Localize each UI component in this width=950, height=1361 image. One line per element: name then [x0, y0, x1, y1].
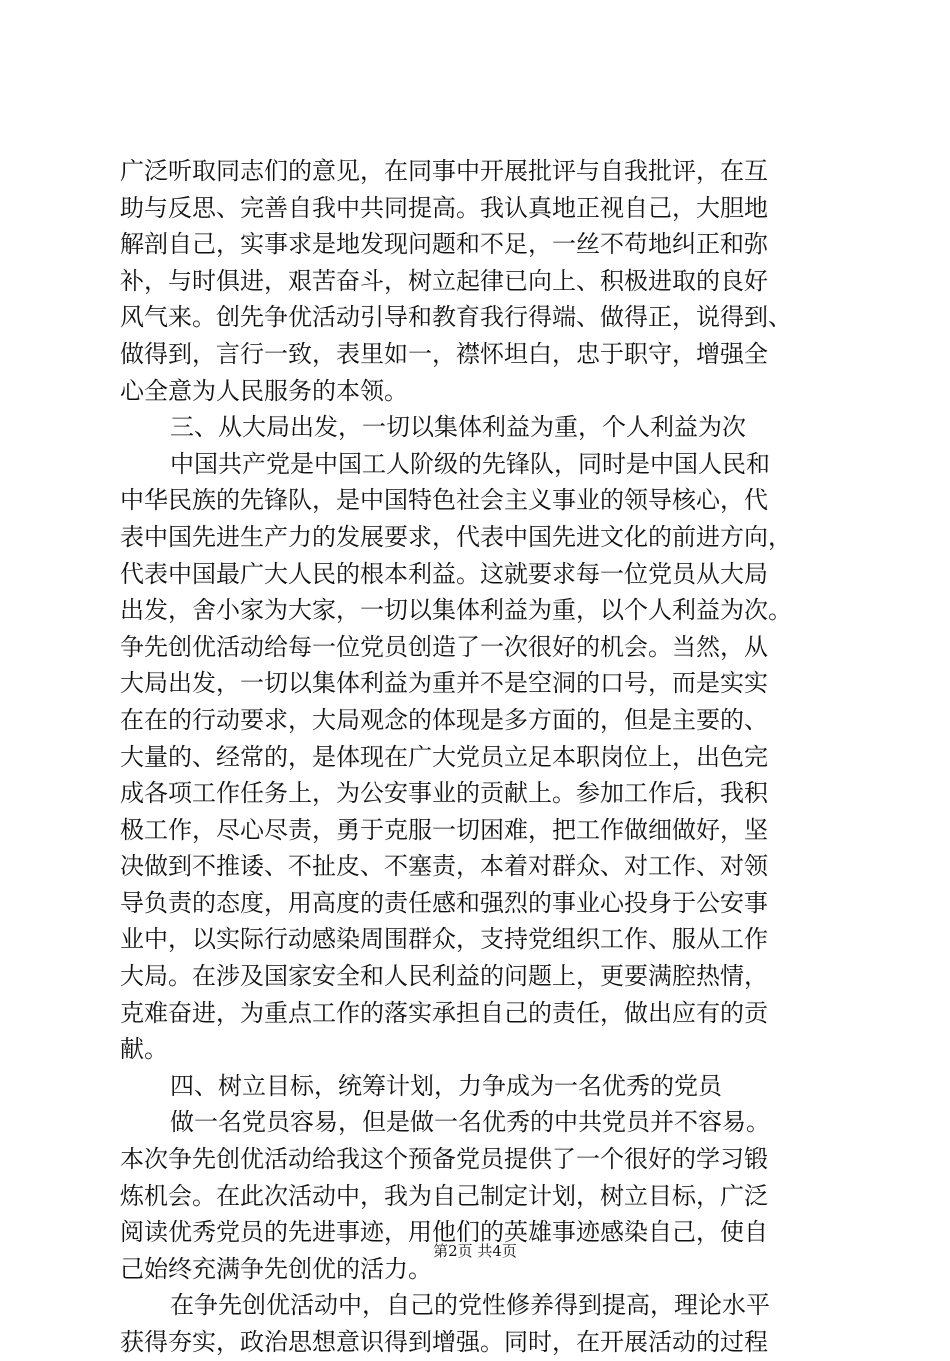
text-line: 大量的、经常的，是体现在广大党员立足本职岗位上，出色完	[120, 742, 768, 771]
text-line: 做一名党员容易，但是做一名优秀的中共党员并不容易。	[170, 1108, 770, 1137]
text-line: 献。	[120, 1035, 168, 1064]
text-line: 心全意为人民服务的本领。	[120, 376, 408, 405]
text-line: 广泛听取同志们的意见，在同事中开展批评与自我批评，在互	[120, 157, 768, 185]
text-line: 中华民族的先锋队，是中国特色社会主义事业的领导核心，代	[120, 486, 768, 515]
text-line: 成各项工作任务上，为公安事业的贡献上。参加工作后，我积	[120, 779, 768, 808]
text-line: 获得夯实，政治思想意识得到增强。同时，在开展活动的过程	[120, 1328, 768, 1356]
document-body	[120, 153, 835, 1361]
text-line: 风气来。创先争优活动引导和教育我行得端、做得正，说得到、	[120, 303, 792, 332]
text-line: 代表中国最广大人民的根本利益。这就要求每一位党员从大局	[120, 559, 768, 588]
text-line: 己始终充满争先创优的活力。	[120, 1254, 432, 1283]
text-line: 在在的行动要求，大局观念的体现是多方面的，但是主要的、	[120, 705, 768, 734]
text-line: 大局出发，一切以集体利益为重并不是空洞的口号，而是实实	[120, 669, 768, 698]
text-line: 出发，舍小家为大家，一切以集体利益为重，以个人利益为次。	[120, 596, 792, 625]
section-heading: 三、从大局出发，一切以集体利益为重，个人利益为次	[170, 413, 746, 442]
text-line: 炼机会。在此次活动中，我为自己制定计划，树立目标，广泛	[120, 1181, 768, 1210]
text-line: 争先创优活动给每一位党员创造了一次很好的机会。当然，从	[120, 632, 768, 661]
text-line: 做得到，言行一致，表里如一，襟怀坦白，忠于职守，增强全	[120, 339, 768, 368]
text-line: 导负责的态度，用高度的责任感和强烈的事业心投身于公安事	[120, 888, 768, 917]
text-line: 本次争先创优活动给我这个预备党员提供了一个很好的学习锻	[120, 1145, 768, 1174]
section-heading: 四、树立目标，统筹计划，力争成为一名优秀的党员	[170, 1071, 722, 1100]
text-line: 决做到不推诿、不扯皮、不塞责，本着对群众、对工作、对领	[120, 852, 768, 881]
text-line: 克难奋进，为重点工作的落实承担自己的责任，做出应有的贡	[120, 998, 768, 1027]
text-line: 助与反思、完善自我中共同提高。我认真地正视自己，大胆地	[120, 193, 768, 222]
text-line: 补，与时俱进，艰苦奋斗，树立起律已向上、积极进取的良好	[120, 266, 768, 295]
text-line: 阅读优秀党员的先进事迹，用他们的英雄事迹感染自己，使自	[120, 1218, 768, 1247]
text-line: 中国共产党是中国工人阶级的先锋队，同时是中国人民和	[170, 449, 770, 478]
text-line: 业中，以实际行动感染周围群众，支持党组织工作、服从工作	[120, 925, 768, 954]
text-line: 解剖自己，实事求是地发现问题和不足，一丝不苟地纠正和弥	[120, 230, 768, 259]
page-footer: 第2页 共4页	[433, 1242, 517, 1260]
text-line: 在争先创优活动中，自己的党性修养得到提高，理论水平	[170, 1291, 770, 1320]
text-line: 大局。在涉及国家安全和人民利益的问题上，更要满腔热情，	[120, 962, 768, 991]
text-line: 极工作，尽心尽责，勇于克服一切困难，把工作做细做好，坚	[120, 815, 768, 844]
text-line: 表中国先进生产力的发展要求，代表中国先进文化的前进方向，	[120, 522, 792, 551]
